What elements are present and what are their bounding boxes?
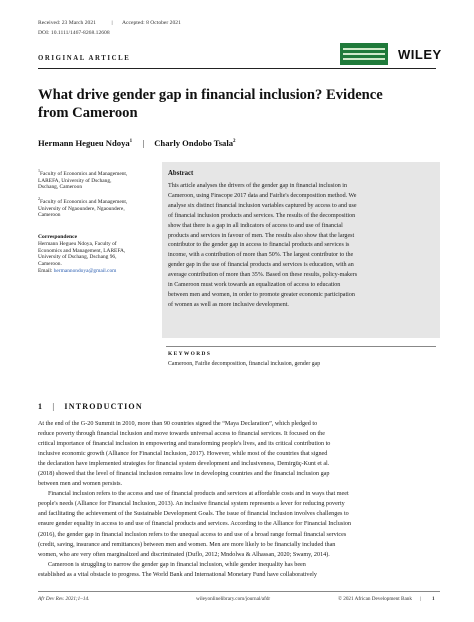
abstract-line: products and services in favour of men. The results also show that the largest <box>168 232 355 239</box>
body-line: and facilitating the achievement of the Sustainable Development Goals. The issue of financial inclusion involves challenges to <box>38 511 349 518</box>
abstract-text <box>168 182 436 311</box>
abstract-line: contributor to the gender gap in access to financial products and services is <box>168 242 350 249</box>
affiliation-1 <box>38 168 158 191</box>
body-line: reduce poverty through financial inclusion and move towards universal access to financial services. It focused on the <box>38 431 325 438</box>
article-title <box>38 86 438 122</box>
correspondence-heading: Correspondence <box>38 234 78 240</box>
abstract-line: Cameroon, using Finscope 2017 data and Fairlie's decomposition method. We <box>168 192 357 199</box>
abstract-line: average contribution of more than 35%. Based on these results, policy-makers <box>168 272 358 279</box>
abstract-line: between men and women, in order to promote greater economic participation <box>168 291 355 298</box>
email-link[interactable]: hermannondoya@gmail.com <box>53 267 117 274</box>
author-2-sup: 2 <box>233 139 236 145</box>
abstract-line: income, with a contribution of more than 50%. The largest contributor to the <box>168 252 354 259</box>
body-line: Cameroon is struggling to narrow the gender gap in financial inclusion, while gender inequality has been <box>48 561 306 568</box>
paragraph-2 <box>38 489 440 559</box>
abstract-line: of financial inclusion products and services. The results of the decomposition <box>168 212 356 219</box>
abstract-line: of women as well as more inclusive development. <box>168 301 289 308</box>
body-line: At the end of the G-20 Summit in 2010, more than 90 countries signed the “Maya Declaration”, which pledged to <box>38 421 318 427</box>
abstract-box <box>162 162 440 338</box>
keywords-heading: KEYWORDS <box>168 351 212 357</box>
abstract-line: This article analyses the drivers of the gender gap in financial inclusion in <box>168 183 347 189</box>
meta-separator: | <box>111 20 113 26</box>
accepted-date: Accepted: 8 October 2021 <box>122 20 181 26</box>
aff2-line: Faculty of Economics and Management, <box>40 198 128 205</box>
body-line: established as a vital obstacle to progress. The World Bank and International Monetary Fund have collaboratively <box>38 571 317 578</box>
correspondence-block <box>38 234 158 275</box>
abstract-line: in Cameroon must work towards an equalization of access to education <box>168 282 341 289</box>
aff1-line: LAREFA, University of Dschang, <box>38 177 112 184</box>
aff1-line: Dschang, Cameroon <box>38 184 83 191</box>
abstract-line: analyse six distinct financial inclusion variables captured by access to and use <box>168 202 357 209</box>
keywords-rule <box>166 346 436 347</box>
aff2-line: University of Ngaoundere, Ngaoundere, <box>38 205 125 212</box>
author-1[interactable]: Hermann Hegueu Ndoya <box>38 138 130 148</box>
footer-rule <box>38 591 440 592</box>
body-line: (2016), the gender gap in financial inclusion refers to the unequal access to and use of a broad range formal financial services <box>38 531 347 538</box>
author-separator: | <box>142 138 145 148</box>
afdb-journal-logo <box>340 43 388 65</box>
paragraph-1 <box>38 419 440 489</box>
section-number: 1 <box>38 402 44 411</box>
correspondence-line: University of Dschang, Dschang 96, <box>38 254 117 261</box>
body-line: (2018) showed that the level of financial inclusion remains low in developing countries and the financial inclusion gap <box>38 471 330 478</box>
title-line-1: What drive gender gap in financial inclusion? Evidence <box>38 87 383 103</box>
affiliation-2 <box>38 196 158 219</box>
body-line: Financial inclusion refers to the access and use of financial products and services at affordable costs and in ways that meet <box>48 491 349 498</box>
author-1-sup: 1 <box>129 139 133 145</box>
footer-url[interactable]: wileyonlinelibrary.com/journal/afdr <box>196 596 271 602</box>
body-line: critical importance of financial inclusion in empowering and transforming people's lives, and its critical contribution to <box>38 441 331 448</box>
received-date: Received: 23 March 2021 <box>38 20 96 26</box>
wiley-logo: WILEY <box>398 47 442 62</box>
keywords-text: Cameroon, Fairlie decomposition, financial inclusion, gender gap <box>168 361 321 367</box>
aff1-sup: 1 <box>38 168 40 173</box>
footer-divider: | <box>420 596 422 602</box>
body-line: ensure gender equality in access to and use of financial products and services. According to the Alliance for Financial Inclusion <box>38 521 352 528</box>
header-rule <box>38 68 436 69</box>
article-type: ORIGINAL ARTICLE <box>38 55 131 62</box>
abstract-line: gender gap in the use of financial products and services is education, with an <box>168 262 354 269</box>
footer-journal: Afr Dev Rev. 2021;1–14. <box>38 596 90 602</box>
paragraph-3 <box>38 560 440 580</box>
aff2-line: Cameroon <box>38 212 61 219</box>
correspondence-line: Cameroon. <box>38 261 62 268</box>
abstract-heading: Abstract <box>168 170 194 177</box>
body-line: between men and women persists. <box>38 481 123 488</box>
author-2[interactable]: Charly Ondobo Tsala <box>154 138 234 148</box>
body-line: the declaration have implemented strategies for financial system development and inclusiveness, Demirgüç-Kunt et al. <box>38 461 330 468</box>
body-line: women, who are very often marginalized and discriminated (Duflo, 2012; Mndolwa & Alhassan, 2020; Swamy, 2014). <box>38 551 330 558</box>
aff2-sup: 2 <box>38 196 40 201</box>
abstract-line: show that there is a gap in all indicators of access to and use of financial <box>168 222 343 229</box>
body-line: inclusive economic growth (Alliance for Financial Inclusion, 2017). However, while most of the countries that signed <box>38 451 328 458</box>
doi[interactable]: DOI: 10.1111/1467-8268.12608 <box>38 30 110 36</box>
correspondence-line: Hermann Hegueu Ndoya, Faculty of <box>38 241 117 247</box>
section-title: INTRODUCTION <box>64 402 143 411</box>
body-line: people's needs (Alliance for Financial Inclusion, 2013). An inclusive financial system represents a lever for reducing poverty <box>38 501 345 508</box>
title-line-2: from Cameroon <box>38 105 138 121</box>
body-line: (credit, saving, insurance and remittances) between men and women. Men are more likely to be financially included than <box>38 541 336 548</box>
correspondence-line: Economics and Management, LAREFA, <box>38 247 126 254</box>
author-list <box>38 138 236 148</box>
aff1-line: Faculty of Economics and Management, <box>40 170 128 177</box>
email-label: Email: <box>38 267 53 274</box>
section-heading <box>38 402 143 411</box>
section-separator: | <box>52 402 56 411</box>
footer-copyright: © 2021 African Development Bank <box>338 596 412 602</box>
body-text <box>38 419 440 580</box>
page-number: 1 <box>432 596 435 602</box>
